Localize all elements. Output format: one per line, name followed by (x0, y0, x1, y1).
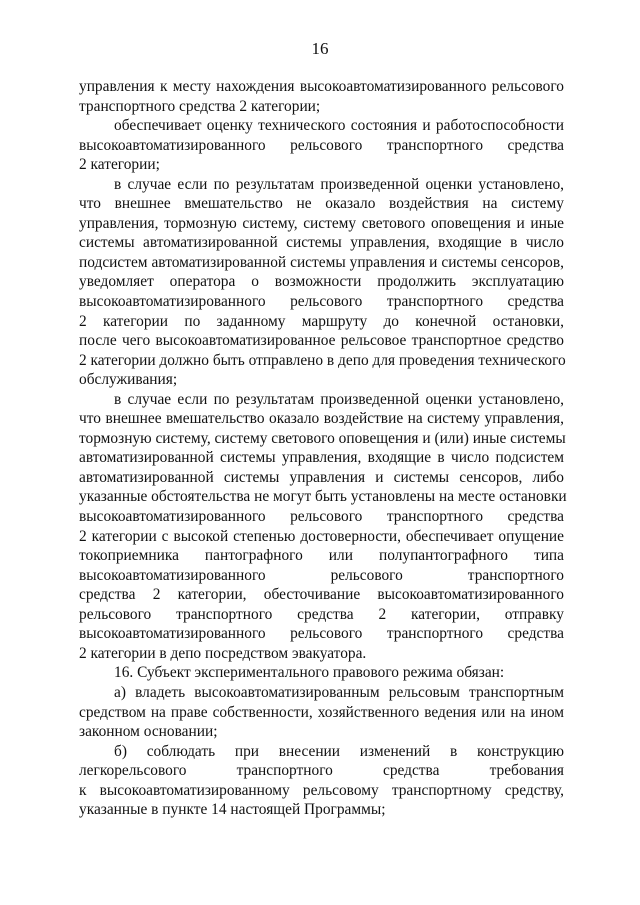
text-line: обеспечивает оценку технического состояния и работоспособности (114, 117, 564, 135)
text-line: уведомляет оператора о возможности продолжить эксплуатацию (79, 273, 564, 291)
text-line: высокоавтоматизированного рельсового транспортного средства (79, 508, 564, 526)
text-line: транспортного средства 2 категории; (79, 97, 321, 115)
text-line: подсистем автоматизированной системы управления и системы сенсоров, (79, 253, 564, 271)
text-line: обслуживания; (79, 371, 178, 389)
text-line: 2 категории с высокой степенью достоверности, обеспечивает опущение (79, 527, 564, 545)
text-line: указанные обстоятельства не могут быть установлены на месте остановки (79, 488, 567, 506)
text-line: средством на праве собственности, хозяйственного ведения или на ином (79, 703, 564, 721)
text-line: указанные в пункте 14 настоящей Программы; (79, 801, 386, 819)
text-line: высокоавтоматизированного рельсового транспортного средства (79, 136, 564, 154)
text-line: высокоавтоматизированного рельсового транспортного средства (79, 293, 564, 311)
text-line: 2 категории; (79, 156, 160, 174)
text-line: 2 категории должно быть отправлено в депо для проведения технического (79, 351, 566, 369)
text-line: а) владеть высокоавтоматизированным рельсовым транспортным (114, 683, 564, 701)
text-line: токоприемника пантографного или полупантографного типа (79, 547, 564, 565)
text-line: высокоавтоматизированного рельсового транспортного (79, 566, 564, 584)
text-line: в случае если по результатам произведенной оценки установлено, (114, 390, 564, 408)
text-line: 2 категории в депо посредством эвакуатора. (79, 644, 367, 662)
text-line: системы автоматизированной системы управления, входящие в число (79, 234, 564, 252)
text-line: к высокоавтоматизированному рельсовому транспортному средству, (79, 781, 564, 799)
text-line: автоматизированной системы управления, входящие в число подсистем (79, 449, 564, 467)
text-line: 16. Субъект экспериментального правового режима обязан: (114, 664, 505, 682)
text-line: средства 2 категории, обесточивание высокоавтоматизированного (79, 586, 564, 604)
text-line: законном основании; (79, 723, 218, 741)
text-line: управления, тормозную систему, систему светового оповещения и иные (79, 214, 564, 232)
text-line: легкорельсового транспортного средства требования (79, 762, 564, 780)
text-line: тормозную систему, систему светового оповещения и (или) иные системы (79, 429, 566, 447)
text-line: 2 категории по заданному маршруту до конечной остановки, (79, 312, 564, 330)
page-number: 16 (311, 39, 329, 58)
text-line: высокоавтоматизированного рельсового транспортного средства (79, 625, 564, 643)
text-line: что внешнее вмешательство не оказало воздействия на систему (79, 195, 564, 213)
text-line: рельсового транспортного средства 2 категории, отправку (79, 605, 564, 623)
text-line: б) соблюдать при внесении изменений в конструкцию (114, 742, 564, 760)
text-line: управления к месту нахождения высокоавтоматизированного рельсового (79, 78, 564, 95)
text-line: в случае если по результатам произведенной оценки установлено, (114, 175, 564, 193)
document-body (79, 77, 567, 820)
text-line: после чего высокоавтоматизированное рельсовое транспортное средство (79, 332, 564, 350)
text-line: автоматизированной системы управления и системы сенсоров, либо (79, 468, 564, 486)
text-line: что внешнее вмешательство оказало воздействие на систему управления, (79, 410, 564, 428)
